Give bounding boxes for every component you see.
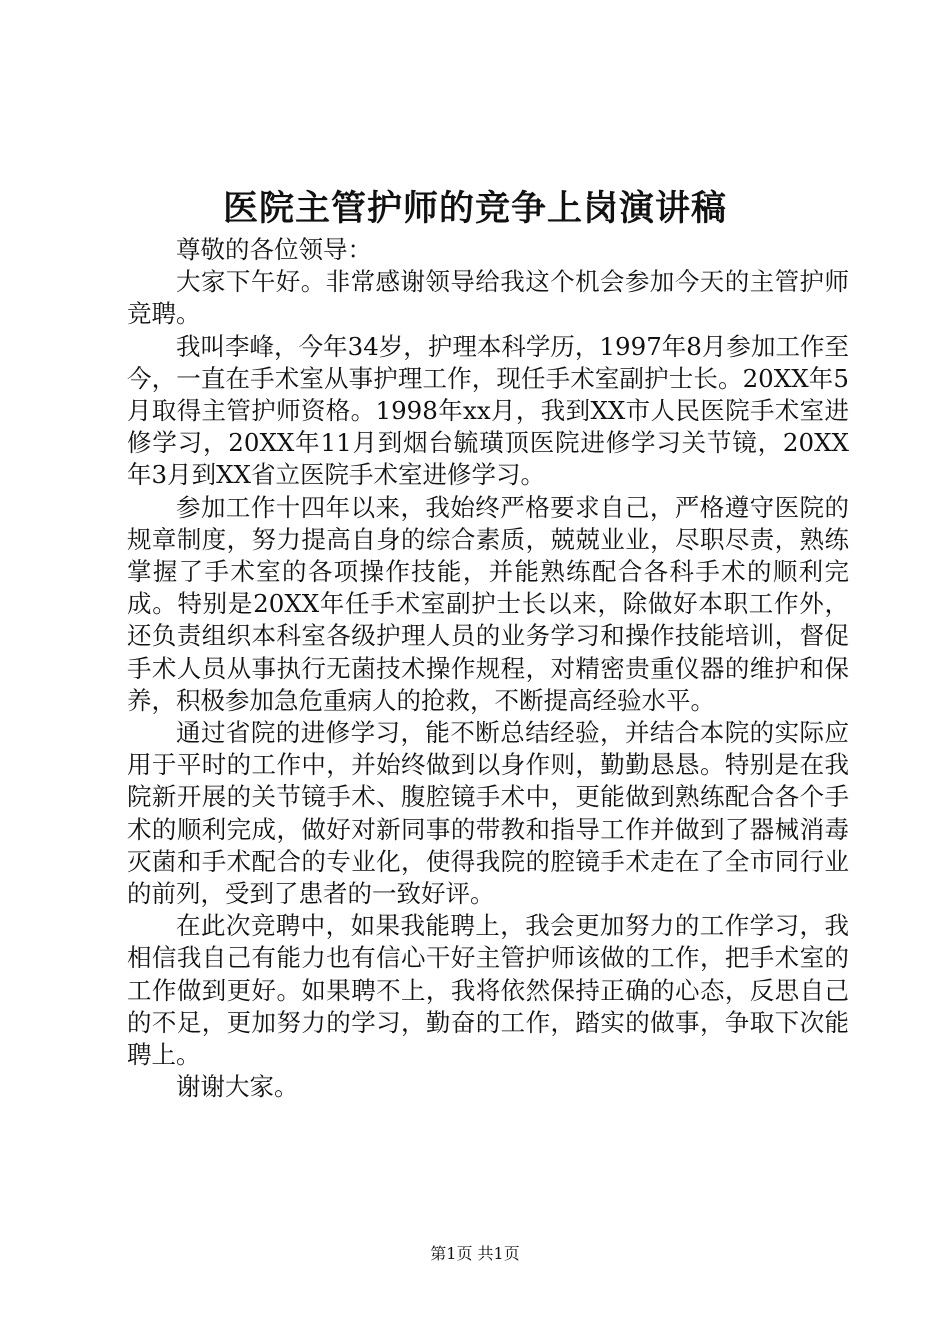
document-body [127,234,849,1103]
page-footer: 第1页 共1页 [430,1244,520,1263]
paragraph-training: 通过省院的进修学习，能不断总结经验，并结合本院的实际应用于平时的工作中，并始终做到以身作则，勤勤恳恳。特别是在我院新开展的关节镜手术、腹腔镜手术中，更能做到熟练配合各个手术的顺利完成，做好对新同事的带教和指导工作并做到了器械消毒灭菌和手术配合的专业化，使得我院的腔镜手术走在了全市同行业的前列，受到了患者的一致好评。 [127,718,849,909]
salutation: 尊敬的各位领导： [176,235,372,264]
document-title: 医院主管护师的竞争上岗演讲稿 [222,188,727,229]
paragraph-commitment: 在此次竞聘中，如果我能聘上，我会更加努力的工作学习，我相信我自己有能力也有信心干好主管护师该做的工作，把手术室的工作做到更好。如果聘不上，我将依然保持正确的心态，反思自己的不足，更加努力的学习，勤奋的工作，踏实的做事，争取下次能聘上。 [127,911,849,1070]
paragraph-greeting: 大家下午好。非常感谢领导给我这个机会参加今天的主管护师竞聘。 [127,267,849,329]
closing: 谢谢大家。 [176,1072,299,1102]
paragraph-work-experience: 参加工作十四年以来，我始终严格要求自己，严格遵守医院的规章制度，努力提高自身的综合素质，兢兢业业，尽职尽责，熟练掌握了手术室的各项操作技能，并能熟练配合各科手术的顺利完成。特别是20XX年任手术室副护士长以来，除做好本职工作外，还负责组织本科室各级护理人员的业务学习和操作技能培训，督促手术人员从事执行无菌技术操作规程，对精密贵重仪器的维护和保养，积极参加急危重病人的抢救，不断提高经验水平。 [127,492,849,715]
paragraph-introduction: 我叫李峰，今年34岁，护理本科学历，1997年8月参加工作至今，一直在手术室从事护理工作，现任手术室副护士长。20XX年5月取得主管护师资格。1998年xx月，我到XX市人民医院手术室进修学习，20XX年11月到烟台毓璜顶医院进修学习关节镜，20XX年3月到XX省立医院手术室进修学习。 [127,331,849,490]
